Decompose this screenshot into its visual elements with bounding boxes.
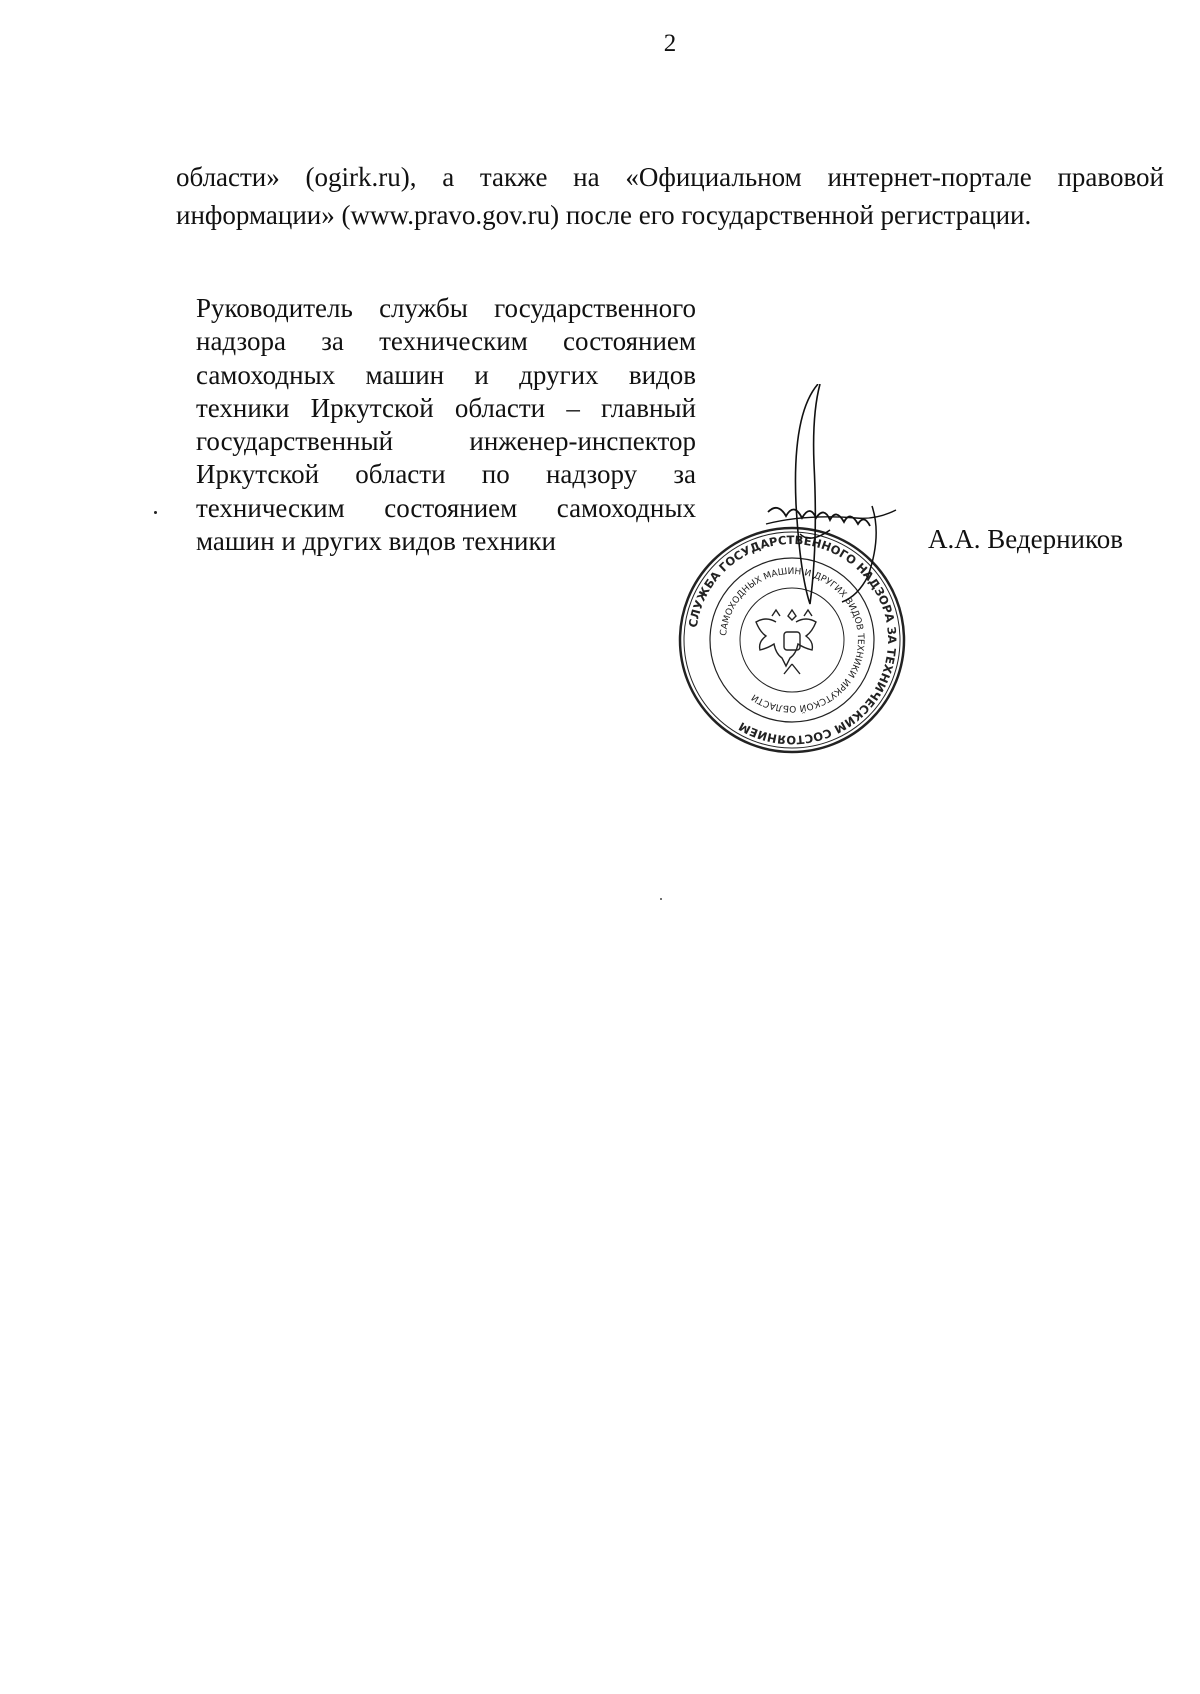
handwritten-signature [760,384,910,634]
position-line: самоходных машин и других видов [196,359,696,390]
position-line: государственный инженер-инспектор [196,426,696,457]
scan-speck [154,511,157,514]
continuation-line: информации» (www.pravo.gov.ru) после его государственной регистрации. [176,200,1032,230]
page-number: 2 [663,30,677,57]
continuation-paragraph [176,158,1164,234]
position-line: техники Иркутской области – главный [196,392,696,423]
svg-text:САМОХОДНЫХ МАШИН И ДРУГИХ ВИДО: САМОХОДНЫХ МАШИН И ДРУГИХ ВИДОВ ТЕХНИКИ ИРКУТСКОЙ ОБЛАСТИ [719,566,866,714]
position-line: Иркутской области по надзору за [196,459,696,490]
scan-speck [660,898,662,900]
signatory-name: А.А. Ведерников [928,524,1123,554]
position-line: техническим состоянием самоходных [196,492,696,523]
position-line: машин и других видов техники [196,526,557,557]
continuation-line: области» (ogirk.ru), а также на «Официальном интернет-портале правовой [176,162,1164,192]
signatory-position [196,292,696,558]
position-line: Руководитель службы государственного [196,293,696,323]
svg-text:СЛУЖБА ГОСУДАРСТВЕННОГО НАДЗОР: СЛУЖБА ГОСУДАРСТВЕННОГО НАДЗОРА ЗА ТЕХНИЧЕСКИМ СОСТОЯНИЕМ [685,532,900,748]
position-line: надзора за техническим состоянием [196,326,696,357]
